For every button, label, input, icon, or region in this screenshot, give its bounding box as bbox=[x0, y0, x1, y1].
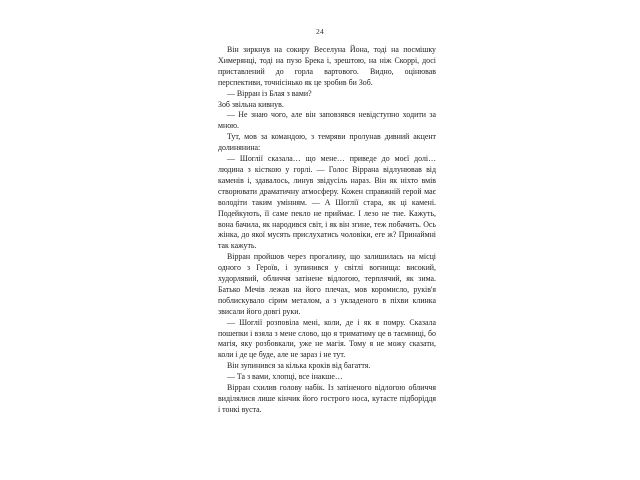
paragraph: — Шоглії сказала… що мене… приведе до моєї долі… людина з кісткою у горлі. — Голос Віррана відлунював від каменів і, здавалось, линув звідусіль нараз. Він як ніхто вмів створювати драматичну атмосферу. Кожен справжній герой має володіти таким умінням. — А Шоглії стара, як ці камені. Подейкують, її саме пекло не приймає. І лезо не тне. Кажуть, вона бачила, як народився світ, і як він згине, теж побачить. Ось жінка, до якої мусять прислухатись чоловіки, еге ж? Принаймні так кажуть. bbox=[218, 154, 436, 251]
paragraph: Він зупинився за кілька кроків від багаття. bbox=[227, 361, 371, 371]
page-number: 24 bbox=[316, 27, 324, 36]
paragraph: Тут, мов за командою, з темряви пролунав дивний акцент долинянина: bbox=[218, 132, 436, 153]
paragraph: — Та з вами, хлопці, все інакше… bbox=[227, 372, 343, 382]
paragraph: — Вірран із Блая з вами? bbox=[227, 88, 312, 98]
paragraph: — Шоглії розповіла мені, коли, де і як я помру. Сказала пошепки і взяла з мене слово, що я триматиму це в таємниці, бо магія, яку розбовкали, уже не магія. Тому я не можу сказати, коли і де це буде, але не зараз і не тут. bbox=[218, 317, 436, 360]
paragraph: Зоб звільна кивнув. bbox=[218, 99, 284, 109]
paragraph: Він зиркнув на сокиру Веселуна Йона, тоді на посмішку Химерянці, тоді на пузо Брека і, зрештою, на ніж Скоррі, досі приставлений до горла вартового. Видно, оцінював перспективи, точнісінько як це зробив би Зоб. bbox=[218, 45, 436, 87]
body-text-block bbox=[218, 45, 436, 416]
paragraph: — Не знаю чого, але він заповзявся невідступно ходити за мною. bbox=[218, 110, 436, 131]
paragraph: Вірран схилив голову набік. Із затіненого відлогою обличчя виділялися лише кінчик його гострого носа, кутасте підборіддя і тонкі вуста. bbox=[218, 383, 436, 414]
paragraph: Вірран пройшов через прогалину, що залишилась на місці одного з Героїв, і зупинився у світлі вогнища: високий, худорлявий, обличчя затінене відлогою, терплячий, як зима. Батько Мечів лежав на його плечах, мов коромисло, руків'я поблискувало сірим металом, а з укладеного в піхви клинка звисали його довгі руки. bbox=[218, 252, 436, 316]
